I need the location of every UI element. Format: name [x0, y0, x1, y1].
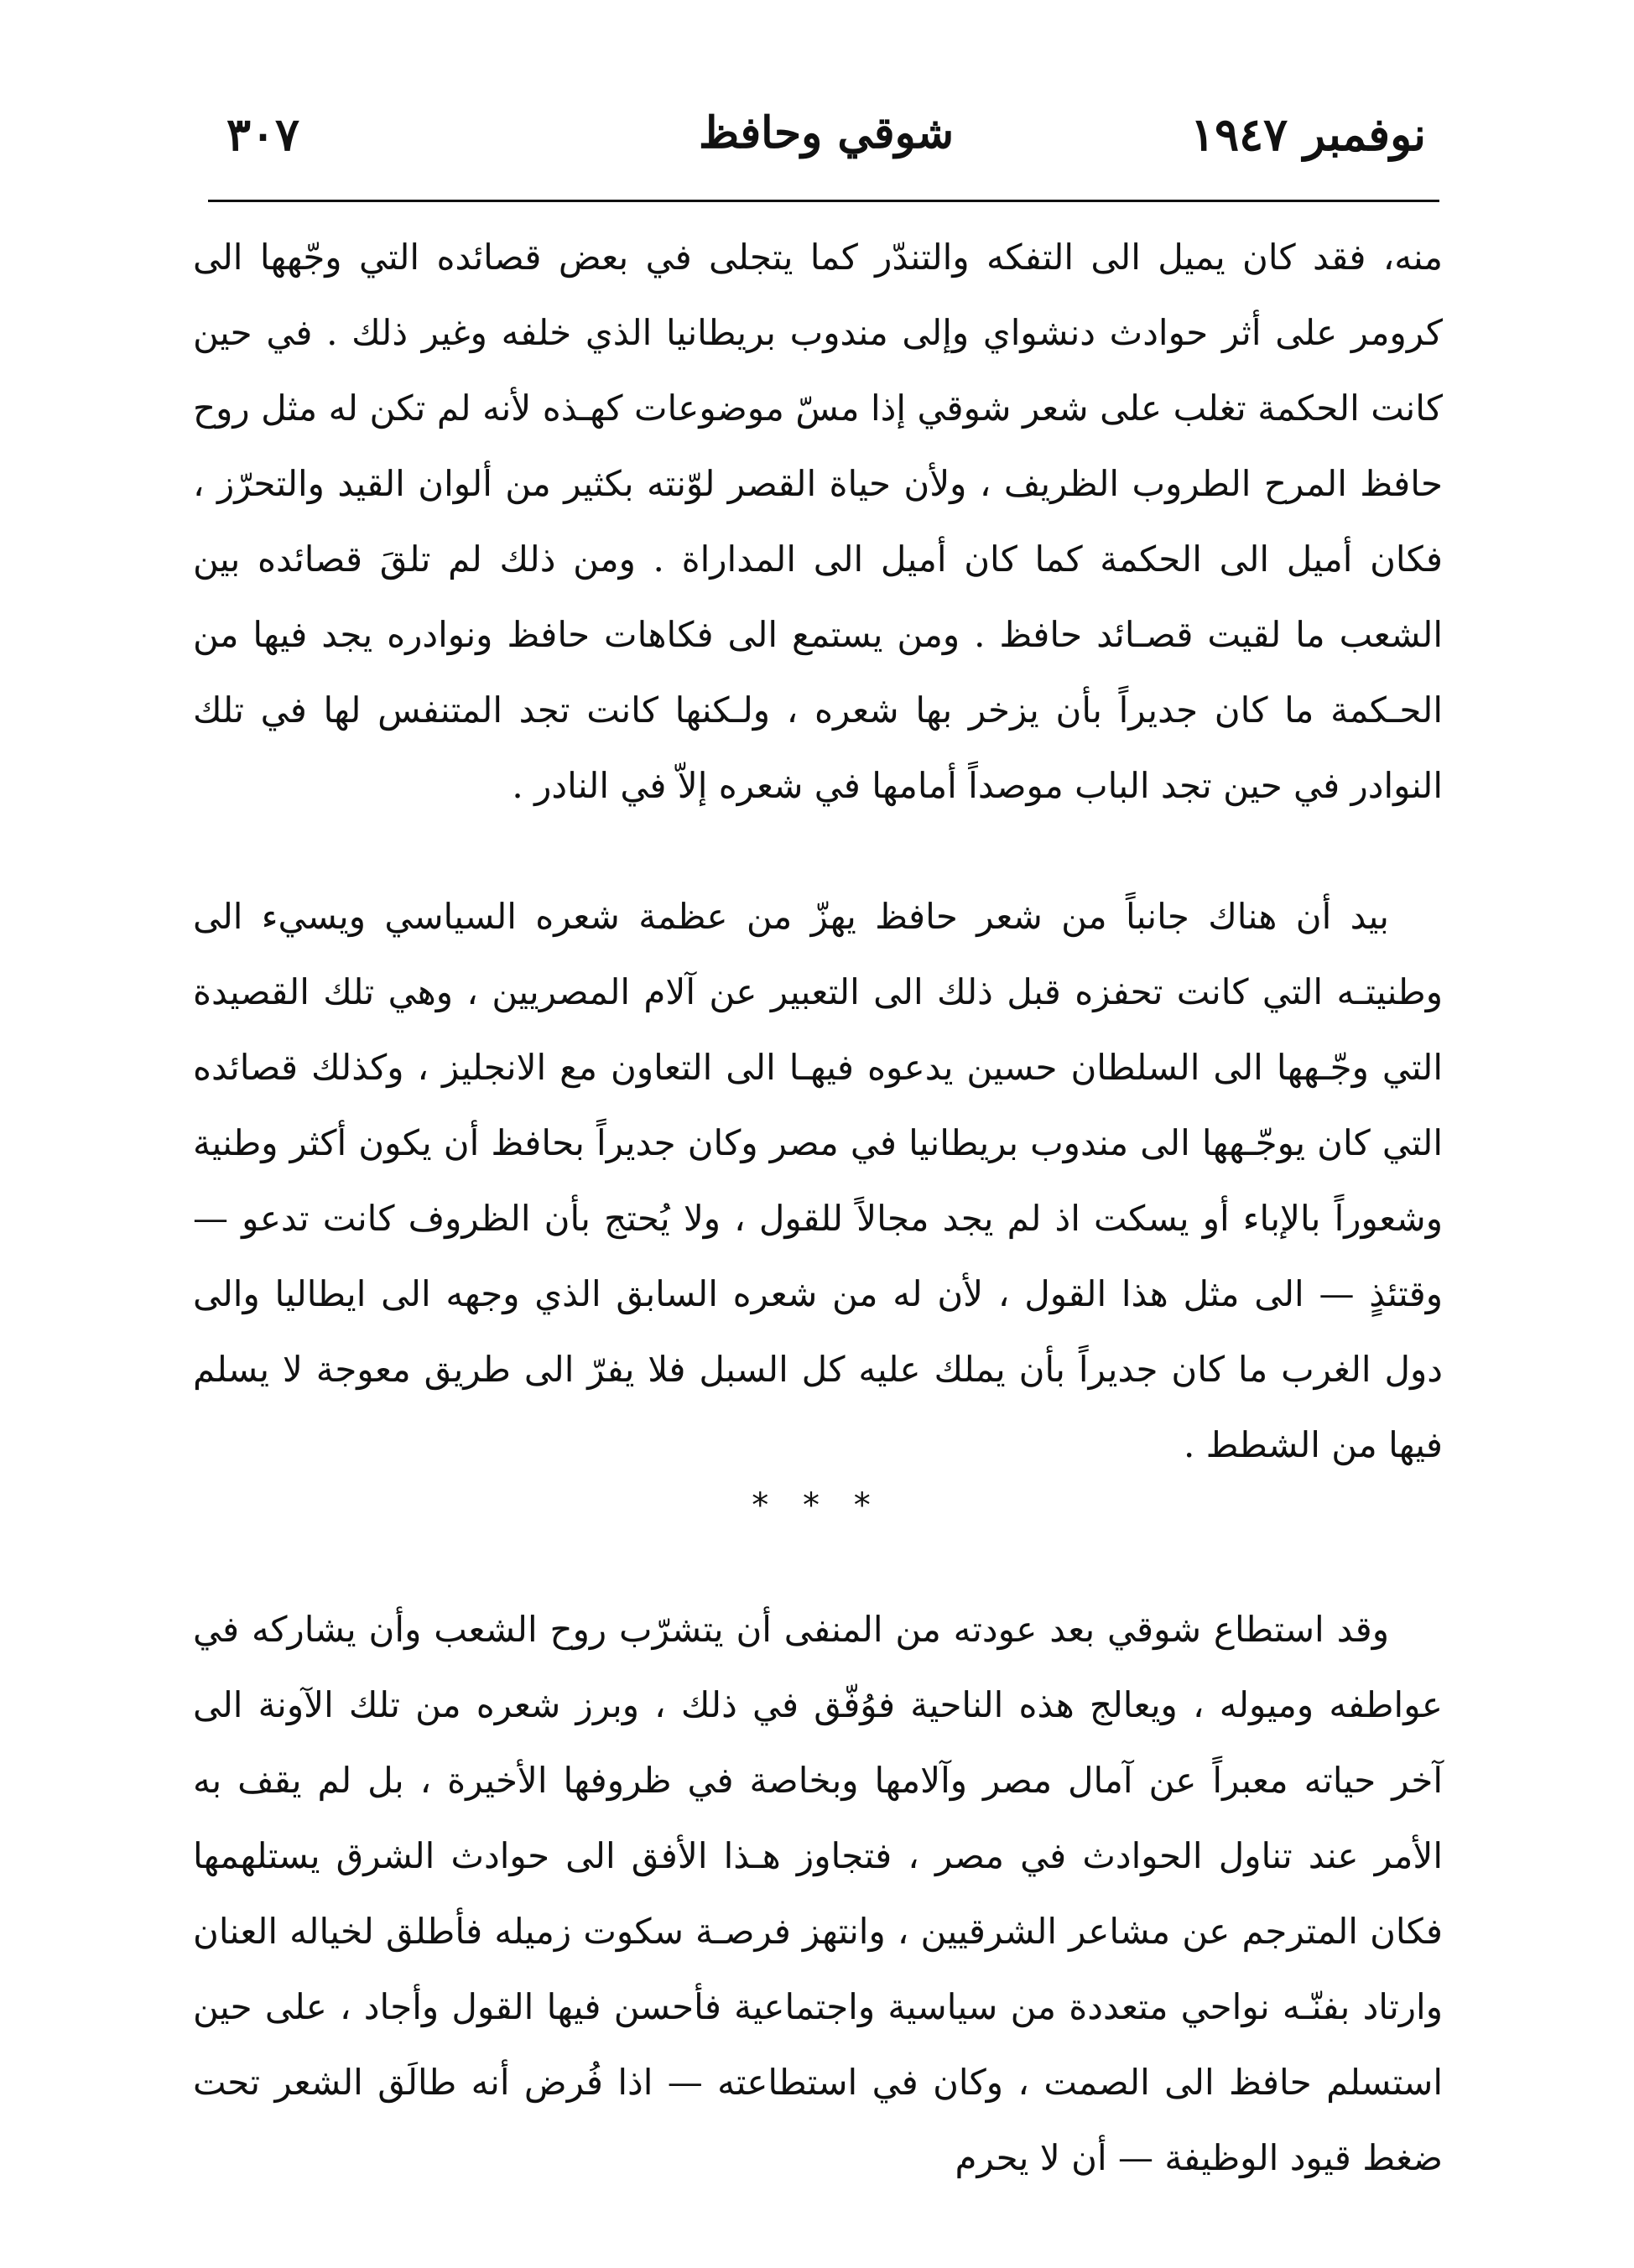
section-separator: * * * — [752, 1486, 882, 1525]
paragraph-text: منه، فقد كان يميل الى التفكه والتندّر كما يتجلى في بعض قصائده التي وجّهها الى كرومر على أثر حوادث دنشواي وإلى مندوب بريطانيا الذي خلفه وغير ذلك . في حين كانت الحكمة تغلب على شعر شوقي إذا مسّ موضوعات كهـذه لأنه لم تكن له مثل روح حافظ المرح الطروب الظريف ، ولأن حياة القصر لوّنته بكثير من ألوان القيد والتحرّز ، فكان أميل الى الحكمة كما كان أميل الى المداراة . ومن ذلك لم تلقَ قصائده بين الشعب ما لقيت قصـائد حافظ . ومن يستمع الى فكاهات حافظ ونوادره يجد فيها من الحـكمة ما كان جديراً بأن يزخر بها شعره ، ولـكنها كانت تجد المتنفس لها في تلك النوادر في حين تجد الباب موصداً أمامها في شعره إلاّ في النادر . — [193, 237, 1444, 806]
header-title: شوقي وحافظ — [698, 107, 955, 159]
paragraph-text: بيد أن هناك جانباً من شعر حافظ يهزّ من عظمة شعره السياسي ويسيء الى وطنيتـه التي كانت تحفزه قبل ذلك الى التعبير عن آلام المصريين ، وهي تلك القصيدة التي وجّـهها الى السلطان حسين يدعوه فيهـا الى التعاون مع الانجليز ، وكذلك قصائده التي كان يوجّـهها الى مندوب بريطانيا في مصر وكان جديراً بحافظ أن يكون أكثر وطنية وشعوراً بالإباء أو يسكت اذ لم يجد مجالاً للقول ، ولا يُحتج بأن الظروف كانت تدعو — وقتئذٍ — الى مثل هذا القول ، لأن له من شعره السابق الذي وجهه الى ايطاليا والى دول الغرب ما كان جديراً بأن يملك عليه كل السبل فلا يفرّ الى طريق معوجة لا يسلم فيها من الشطط . — [193, 896, 1443, 1465]
paragraph-text: وقد استطاع شوقي بعد عودته من المنفى أن يتشرّب روح الشعب وأن يشاركه في عواطفه وميوله ، ويعالج هذه الناحية فوُفّق في ذلك ، وبرز شعره من تلك الآونة الى آخر حياته معبراً عن آمال مصر وآلامها وبخاصة في ظروفها الأخيرة ، بل لم يقف به الأمر عند تناول الحوادث في مصر ، فتجاوز هـذا الأفق الى حوادث الشرق يستلهمها فكان المترجم عن مشاعر الشرقيين ، وانتهز فرصـة سكوت زميله فأطلق لخياله العنان وارتاد بفنّـه نواحي متعددة من سياسية واجتماعية فأحسن فيها القول وأجاد ، على حين استسلم حافظ الى الصمت ، وكان في استطاعته — اذا فُرض أنه طالَق الشعر تحت ضغط قيود الوظيفة — أن لا يحرم — [193, 1609, 1443, 2178]
header-divider — [208, 200, 1439, 202]
paragraph-2 — [193, 879, 1443, 1483]
page-number: ٣٠٧ — [226, 107, 300, 161]
paragraph-1 — [193, 220, 1443, 824]
running-header — [226, 99, 1426, 174]
header-date: نوفمبر ١٩٤٧ — [1190, 107, 1426, 161]
paragraph-3 — [193, 1592, 1443, 2196]
